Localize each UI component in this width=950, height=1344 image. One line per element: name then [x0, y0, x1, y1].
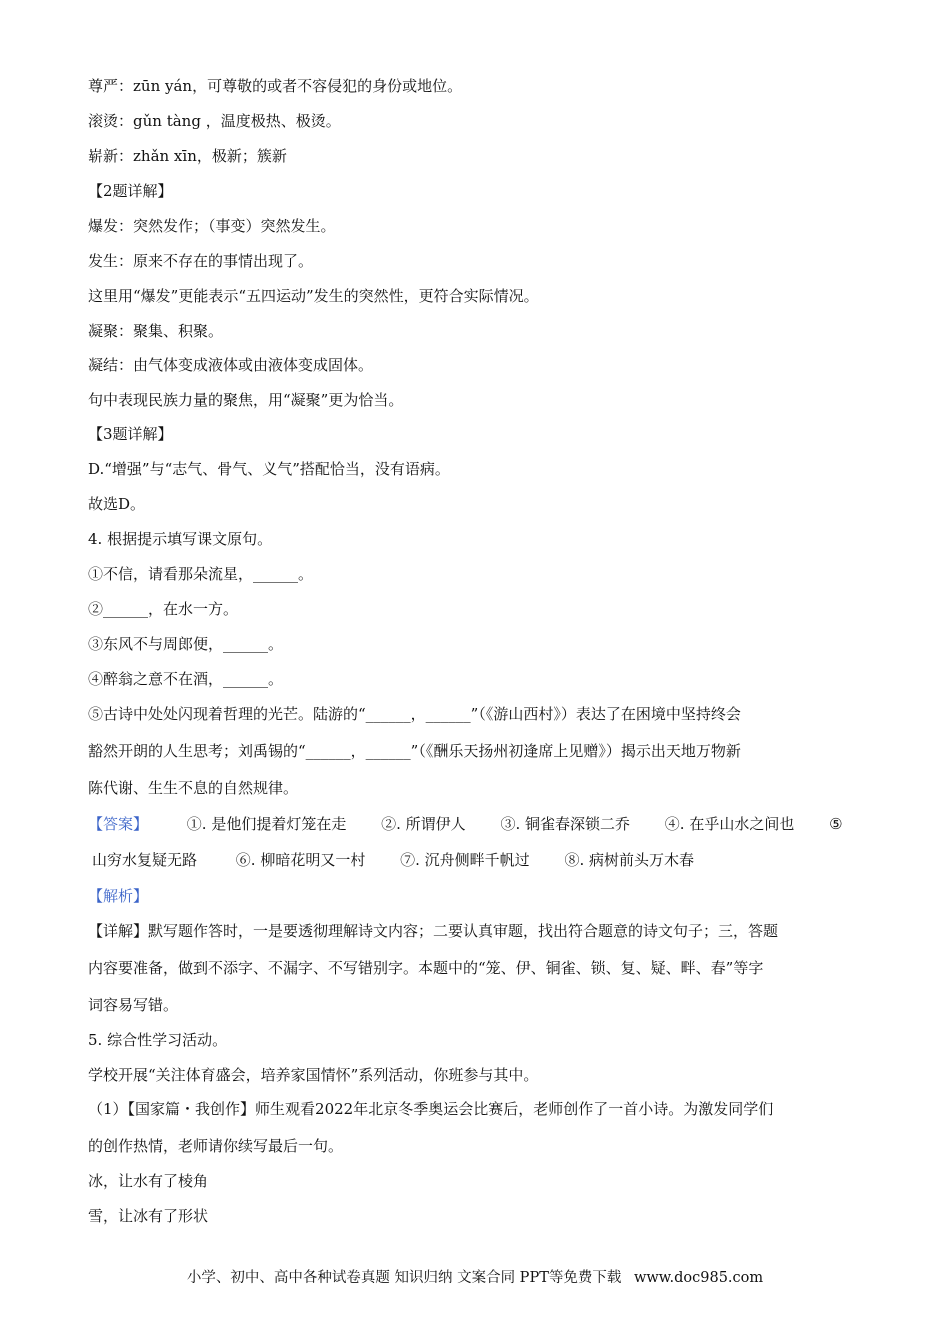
text-line: 凝聚：聚集、积聚。 [88, 322, 224, 340]
text-line: 凝结：由气体变成液体或由液体变成固体。 [88, 356, 374, 374]
text-line: 崭新：zhǎn xīn，极新；簇新 [88, 147, 287, 165]
question-title: 4. 根据提示填写课文原句。 [88, 530, 273, 548]
text-line: 句中表现民族力量的聚焦，用“凝聚”更为恰当。 [88, 391, 404, 409]
text-line: 故选D。 [88, 495, 146, 513]
text-line: 【详解】默写题作答时，一是要透彻理解诗文内容；二要认真审题，找出符合题意的诗文句子；三，答题 [88, 922, 779, 940]
text-line: ②______，在水一方。 [88, 600, 239, 618]
text-line: 爆发：突然发作；（事变）突然发生。 [88, 217, 336, 235]
text-line: ⑤古诗中处处闪现着哲理的光芒。陆游的“______，______”（《游山西村》）表达了在困境中坚持终会 [88, 705, 741, 723]
answer-label: 【答案】 [88, 815, 149, 833]
answer-item: ①. 是他们提着灯笼在走 [186, 815, 347, 833]
text-line: 内容要准备，做到不添字、不漏字、不写错别字。本题中的“笼、伊、铜雀、锁、复、疑、畔、春”等字 [88, 959, 764, 977]
answer-item: ⑦. 沉舟侧畔千帆过 [400, 851, 530, 869]
text-line: 学校开展“关注体育盛会，培养家国情怀”系列活动，你班参与其中。 [88, 1066, 539, 1084]
footer-url[interactable]: www.doc985.com [633, 1270, 764, 1286]
text-line: 雪，让冰有了形状 [88, 1207, 209, 1225]
answer-item: ④. 在乎山水之间也 [664, 815, 795, 833]
analysis-label-text: 【解析】 [88, 887, 149, 905]
text-line: 陈代谢、生生不息的自然规律。 [88, 779, 299, 797]
text-line: ①不信，请看那朵流星，______。 [88, 565, 314, 583]
text-line: （1）【国家篇・我创作】师生观看2022年北京冬季奥运会比赛后，老师创作了一首小诗。为激发同学们 [88, 1100, 774, 1118]
text-line: ④醉翁之意不在酒，______。 [88, 670, 284, 688]
answer-item: ⑥. 柳暗花明又一村 [235, 851, 366, 869]
question-title: 5. 综合性学习活动。 [88, 1031, 228, 1049]
section-heading: 【2题详解】 [88, 182, 173, 200]
text-line: 发生：原来不存在的事情出现了。 [88, 252, 314, 270]
answer-item: ③. 铜雀春深锁二乔 [500, 815, 630, 833]
page-footer [0, 1268, 950, 1288]
answer-item: ②. 所谓伊人 [381, 815, 466, 833]
text-line: ③东风不与周郎便，______。 [88, 635, 284, 653]
text-line: 滚烫：gǔn tàng ，温度极热、极烫。 [88, 112, 341, 130]
analysis-label [88, 886, 868, 906]
text-line: 冰，让水有了棱角 [88, 1172, 209, 1190]
text-line: 的创作热情，老师请你续写最后一句。 [88, 1137, 344, 1155]
text-line: 尊严：zūn yán，可尊敬的或者不容侵犯的身份或地位。 [88, 77, 463, 95]
answer-line [88, 814, 868, 834]
text-line: 词容易写错。 [88, 996, 179, 1014]
answer-item: ⑤ [829, 815, 843, 833]
answer-item: 山穷水复疑无路 [92, 851, 198, 869]
section-heading: 【3题详解】 [88, 425, 173, 443]
answer-item: ⑧. 病树前头万木春 [564, 851, 694, 869]
text-line: 豁然开朗的人生思考；刘禹锡的“______，______”（《酬乐天扬州初逢席上见赠》）揭示出天地万物新 [88, 742, 741, 760]
text-line: 这里用“爆发”更能表示“五四运动”发生的突然性，更符合实际情况。 [88, 287, 539, 305]
text-line: D.“增强”与“志气、骨气、义气”搭配恰当，没有语病。 [88, 460, 450, 478]
footer-text: 小学、初中、高中各种试卷真题 知识归纳 文案合同 PPT等免费下载 [186, 1270, 622, 1286]
answer-line [92, 850, 872, 870]
